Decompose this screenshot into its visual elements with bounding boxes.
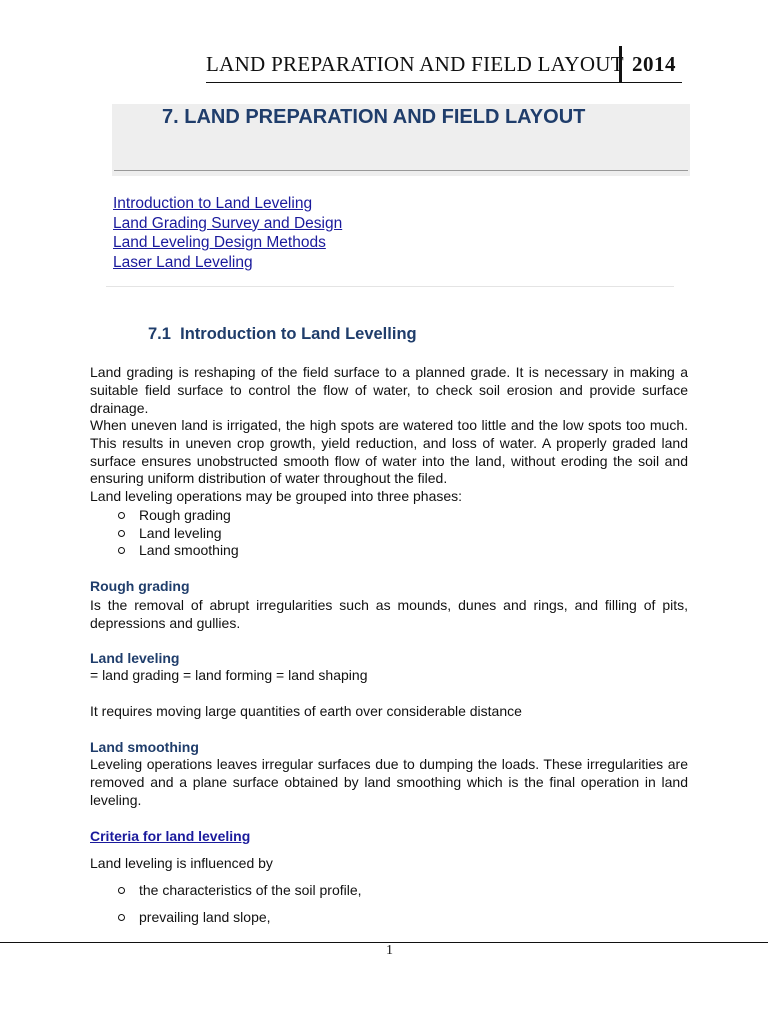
phases-list	[90, 507, 239, 560]
page-number: 1	[386, 943, 393, 958]
list-item: prevailing land slope,	[90, 909, 362, 927]
land-leveling-text-2: It requires moving large quantities of earth over considerable distance	[90, 703, 522, 719]
circle-bullet-icon	[118, 914, 125, 921]
criteria-heading: Criteria for land leveling	[90, 828, 251, 844]
criteria-intro: Land leveling is influenced by	[90, 855, 273, 871]
header-divider	[619, 46, 622, 82]
toc-link-laser-leveling[interactable]: Laser Land Leveling	[113, 254, 253, 272]
list-item: the characteristics of the soil profile,	[90, 882, 362, 900]
land-smoothing-text: Leveling operations leaves irregular surfaces due to dumping the loads. These irregularities are removed and a plane surface obtained by land smoothing which is the final operation in land leveling.	[90, 756, 688, 808]
criteria-list	[90, 882, 362, 937]
chapter-title: 7. LAND PREPARATION AND FIELD LAYOUT	[162, 106, 586, 128]
section-number: 7.1	[148, 325, 171, 343]
section-heading	[148, 325, 417, 344]
intro-paragraph-2: When uneven land is irrigated, the high spots are watered too little and the low spots too much. This results in uneven crop growth, yield reduction, and loss of water. A properly graded land surface ensures unobstructed smooth flow of water into the land, without eroding the soil and ensuring uniform distribution of water throughout the filed.	[90, 417, 688, 487]
rough-grading-text: Is the removal of abrupt irregularities such as mounds, dunes and rings, and filling of pits, depressions and gullies.	[90, 597, 688, 631]
chapter-toc	[113, 194, 342, 273]
list-item: Land leveling	[90, 525, 239, 543]
land-leveling-heading: Land leveling	[90, 650, 180, 666]
footer-rule	[0, 942, 768, 943]
toc-divider	[106, 286, 674, 287]
land-leveling-text-1: = land grading = land forming = land shaping	[90, 667, 368, 683]
header-year: 2014	[632, 52, 676, 76]
section-title: Introduction to Land Levelling	[180, 325, 417, 343]
land-smoothing-heading: Land smoothing	[90, 739, 199, 755]
circle-bullet-icon	[118, 530, 125, 537]
running-header	[206, 48, 682, 83]
toc-link-introduction[interactable]: Introduction to Land Leveling	[113, 195, 313, 212]
list-item: Land smoothing	[90, 542, 239, 560]
toc-link-design-methods[interactable]: Land Leveling Design Methods	[113, 234, 326, 252]
chapter-title-rule	[114, 170, 688, 171]
toc-link-grading-survey[interactable]: Land Grading Survey and Design	[113, 214, 343, 232]
circle-bullet-icon	[118, 512, 125, 519]
header-title: LAND PREPARATION AND FIELD LAYOUT	[206, 52, 624, 76]
intro-paragraph-3: Land leveling operations may be grouped into three phases:	[90, 488, 463, 504]
circle-bullet-icon	[118, 887, 125, 894]
circle-bullet-icon	[118, 547, 125, 554]
rough-grading-heading: Rough grading	[90, 578, 190, 594]
list-item: Rough grading	[90, 507, 239, 525]
intro-paragraph-1: Land grading is reshaping of the field surface to a planned grade. It is necessary in making a suitable field surface to control the flow of water, to check soil erosion and provide surface drainage.	[90, 364, 688, 416]
chapter-title-box	[112, 104, 690, 176]
